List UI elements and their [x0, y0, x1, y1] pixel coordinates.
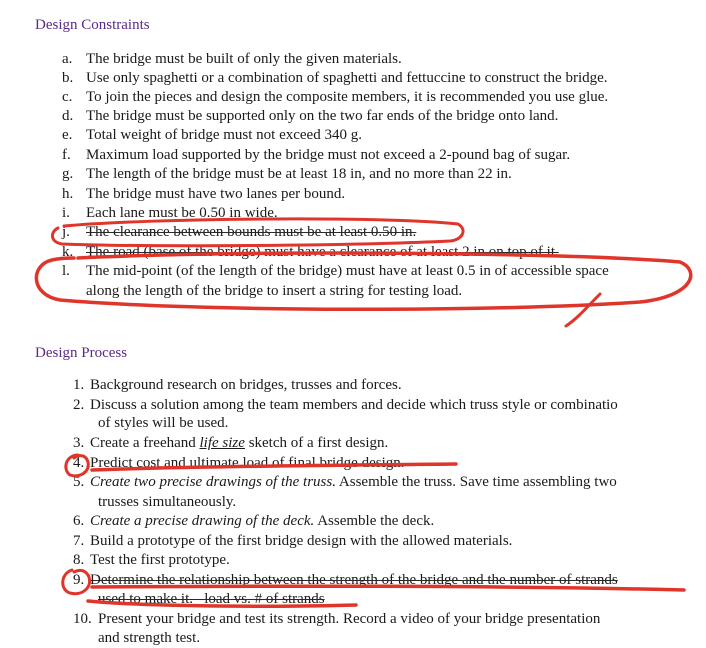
- list-marker: b.: [62, 70, 74, 86]
- process-text-start: Create a freehand: [90, 435, 200, 451]
- list-marker: 2.: [73, 397, 85, 413]
- process-text: [90, 512, 434, 531]
- process-text: Test the first prototype.: [90, 552, 230, 568]
- constraint-text: The length of the bridge must be at least 18 in, and no more than 22 in.: [86, 166, 512, 182]
- process-text: Predict cost and ultimate load of final bridge design.: [90, 455, 405, 471]
- list-marker: d.: [62, 108, 74, 124]
- process-text: Present your bridge and test its strength. Record a video of your bridge presentation: [98, 611, 601, 627]
- list-marker: 1.: [73, 377, 85, 393]
- constraint-text: The road (base of the bridge) must have a clearance of at least 2 in on top of it.: [86, 244, 559, 260]
- list-marker: g.: [62, 166, 74, 182]
- emphasized-text: life size: [199, 435, 245, 451]
- process-text-continuation: and strength test.: [98, 630, 201, 646]
- constraint-text: Maximum load supported by the bridge must not exceed a 2-pound bag of sugar.: [86, 147, 571, 163]
- list-marker: 7.: [73, 533, 85, 549]
- list-marker: 8.: [73, 552, 85, 568]
- emphasized-text: Create two precise drawings of the truss.: [90, 474, 336, 490]
- list-marker: 9.: [73, 572, 85, 588]
- list-marker: 5.: [73, 474, 85, 490]
- constraint-text: The clearance between bounds must be at least 0.50 in.: [86, 224, 417, 240]
- list-marker: i.: [62, 205, 70, 221]
- emphasized-text: Create a precise drawing of the deck.: [90, 513, 315, 529]
- process-text: Background research on bridges, trusses and forces.: [90, 377, 402, 393]
- design-process-heading: Design Process: [35, 345, 128, 361]
- list-marker: k.: [62, 244, 74, 260]
- list-marker: 4.: [73, 455, 85, 471]
- design-constraints-heading: Design Constraints: [35, 17, 150, 33]
- list-marker: 6.: [73, 513, 85, 529]
- list-marker: e.: [62, 127, 73, 143]
- constraint-text: The bridge must be built of only the given materials.: [86, 51, 402, 67]
- constraint-text: The bridge must be supported only on the two far ends of the bridge onto land.: [86, 108, 559, 124]
- process-text-end: Assemble the deck.: [314, 513, 435, 529]
- constraint-text-continuation: along the length of the bridge to insert a string for testing load.: [86, 283, 463, 299]
- constraint-text: The mid-point (of the length of the bridge) must have at least 0.5 in of accessible space: [86, 263, 609, 279]
- list-marker: j.: [62, 224, 70, 240]
- list-marker: c.: [62, 89, 73, 105]
- list-marker: f.: [62, 147, 71, 163]
- constraint-text: The bridge must have two lanes per bound.: [86, 186, 346, 202]
- list-marker: 10.: [73, 611, 92, 627]
- process-text-end: sketch of a first design.: [244, 435, 389, 451]
- process-text-continuation: of styles will be used.: [98, 415, 229, 431]
- list-marker: a.: [62, 51, 73, 67]
- process-text: Discuss a solution among the team members and decide which truss style or combinatio: [90, 397, 618, 413]
- process-text-continuation: trusses simultaneously.: [98, 494, 237, 510]
- constraint-text: Use only spaghetti or a combination of spaghetti and fettuccine to construct the bridge.: [86, 70, 608, 86]
- process-text: [90, 473, 617, 492]
- list-marker: h.: [62, 186, 74, 202]
- process-text-end: Assemble the truss. Save time assembling two: [335, 474, 617, 490]
- process-text: [90, 434, 388, 453]
- process-text: Determine the relationship between the strength of the bridge and the number of strands: [90, 572, 618, 588]
- constraint-text: Each lane must be 0.50 in wide.: [86, 205, 278, 221]
- process-text: Build a prototype of the first bridge design with the allowed materials.: [90, 533, 513, 549]
- process-text-continuation: used to make it. load vs. # of strands: [98, 591, 325, 607]
- list-marker: l.: [62, 263, 70, 279]
- annotation-tail-item-l: [566, 294, 600, 326]
- constraint-text: To join the pieces and design the composite members, it is recommended you use glue.: [86, 89, 609, 105]
- list-marker: 3.: [73, 435, 85, 451]
- constraint-text: Total weight of bridge must not exceed 340 g.: [86, 127, 362, 143]
